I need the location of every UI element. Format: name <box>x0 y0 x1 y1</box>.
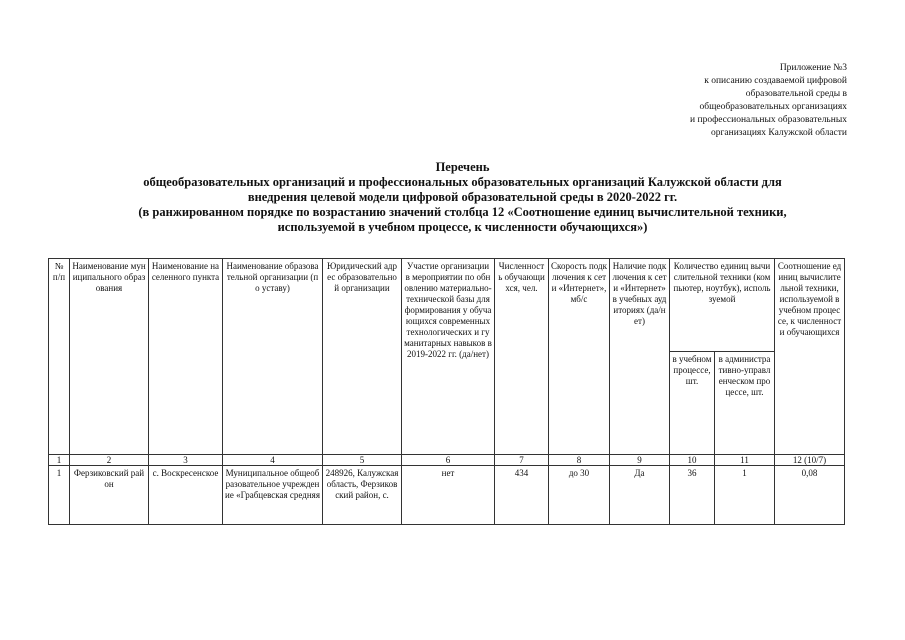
cell-municipality: Ферзиковский район <box>70 466 149 525</box>
header-ratio: Соотношение единиц вычислительной техники, используемой в учебном процессе, к численности обучающихся <box>775 259 845 455</box>
column-numbers-row <box>49 455 845 466</box>
header-settlement: Наименование населенного пункта <box>149 259 223 455</box>
cell-num: 1 <box>49 466 70 525</box>
column-number: 2 <box>70 455 149 466</box>
column-number: 11 <box>715 455 775 466</box>
cell-ratio: 0,08 <box>775 466 845 525</box>
cell-equip-admin: 1 <box>715 466 775 525</box>
header-speed: Скорость подключения к сети «Интернет», мб/с <box>549 259 610 455</box>
cell-participation: нет <box>402 466 495 525</box>
title-line: используемой в учебном процессе, к численности обучающихся») <box>277 220 648 234</box>
header-org-name: Наименование образовательной организации (по уставу) <box>223 259 323 455</box>
header-num: № п/п <box>49 259 70 455</box>
title-heading: Перечень <box>435 160 490 174</box>
cell-speed: до 30 <box>549 466 610 525</box>
header-address: Юридический адрес образовательной организации <box>323 259 402 455</box>
cell-count: 434 <box>495 466 549 525</box>
header-equipment: Количество единиц вычислительной техники (компьютер, ноутбук), используемой <box>670 259 775 352</box>
document-title <box>60 160 865 235</box>
column-number: 3 <box>149 455 223 466</box>
appendix-line: образовательной среды в <box>745 89 847 99</box>
cell-org-name: Муниципальное общеобразовательное учреждение «Грабцевская средняя <box>223 466 323 525</box>
header-count: Численность обучающихся, чел. <box>495 259 549 455</box>
title-line: общеобразовательных организаций и профессиональных образовательных организаций Калужской области для <box>143 175 782 189</box>
title-line: (в ранжированном порядке по возрастанию значений столбца 12 «Соотношение единиц вычислительной техники, <box>138 205 787 219</box>
table-row <box>49 466 845 525</box>
organizations-table <box>48 258 845 525</box>
cell-address: 248926, Калужская область, Ферзиковский район, с. <box>323 466 402 525</box>
column-number: 9 <box>610 455 670 466</box>
header-internet: Наличие подключения к сети «Интернет» в учебных аудиториях (да/нет) <box>610 259 670 455</box>
column-number: 5 <box>323 455 402 466</box>
cell-settlement: с. Воскресенское <box>149 466 223 525</box>
appendix-note <box>607 62 847 140</box>
appendix-line: Приложение №3 <box>779 63 847 73</box>
title-line: внедрения целевой модели цифровой образовательной среды в 2020-2022 гг. <box>247 190 678 204</box>
appendix-line: организациях Калужской области <box>711 128 847 138</box>
cell-internet: Да <box>610 466 670 525</box>
appendix-line: к описанию создаваемой цифровой <box>704 76 847 86</box>
column-number: 10 <box>670 455 715 466</box>
column-number: 6 <box>402 455 495 466</box>
table-header-row <box>49 259 845 352</box>
header-participation: Участие организации в мероприятии по обновлению материально-технической базы для формирования у обучающихся современных технологических и гуманитарных навыков в 2019-2022 гг. (да/нет) <box>402 259 495 455</box>
appendix-line: общеобразовательных организациях <box>699 102 847 112</box>
header-municipality: Наименование муниципального образования <box>70 259 149 455</box>
column-number: 12 (10/7) <box>775 455 845 466</box>
header-equip-edu: в учебном процессе, шт. <box>670 352 715 455</box>
column-number: 1 <box>49 455 70 466</box>
appendix-line: и профессиональных образовательных <box>690 115 847 125</box>
column-number: 8 <box>549 455 610 466</box>
column-number: 4 <box>223 455 323 466</box>
cell-equip-edu: 36 <box>670 466 715 525</box>
header-equip-admin: в административно-управленческом процессе, шт. <box>715 352 775 455</box>
column-number: 7 <box>495 455 549 466</box>
